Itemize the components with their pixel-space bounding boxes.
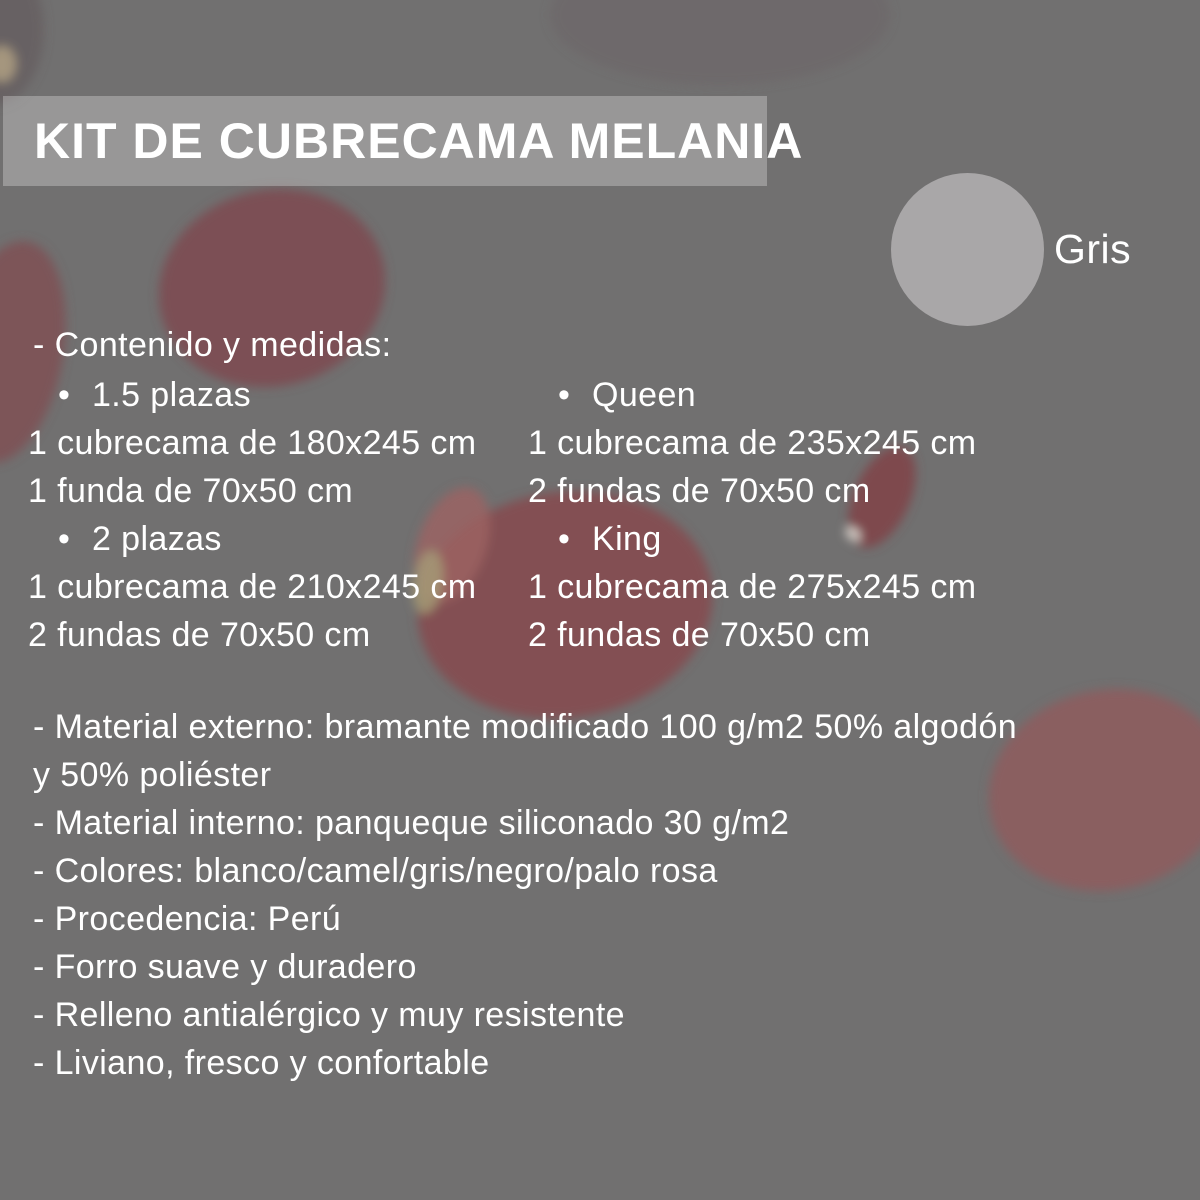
- size-label: 1.5 plazas: [92, 376, 251, 414]
- bullet-icon: •: [558, 520, 571, 558]
- detail-line: - Material externo: bramante modificado 100 g/m2 50% algodón: [33, 708, 1018, 746]
- spec-line: 2 fundas de 70x50 cm: [528, 616, 871, 654]
- petal-shadow-top: [550, 0, 890, 85]
- spec-line: 2 fundas de 70x50 cm: [528, 472, 871, 510]
- size-option: [528, 515, 976, 563]
- spec-line: 2 fundas de 70x50 cm: [28, 616, 371, 654]
- bullet-icon: •: [558, 376, 571, 414]
- size-label: Queen: [592, 376, 697, 414]
- spec-line: 1 cubrecama de 235x245 cm: [528, 424, 977, 462]
- title-banner: [3, 96, 804, 186]
- color-swatch-circle: [891, 173, 1044, 326]
- spec-line: 1 cubrecama de 210x245 cm: [28, 568, 477, 606]
- sizes-column-right: [528, 371, 976, 659]
- detail-line: - Liviano, fresco y confortable: [33, 1044, 490, 1082]
- bullet-icon: •: [58, 520, 71, 558]
- sizes-column-left: [28, 371, 476, 659]
- detail-line: - Material interno: panqueque siliconado 30 g/m2: [33, 804, 790, 842]
- detail-line: - Colores: blanco/camel/gris/negro/palo rosa: [33, 852, 718, 890]
- spec-line: 1 funda de 70x50 cm: [28, 472, 354, 510]
- content-heading: - Contenido y medidas:: [33, 326, 392, 364]
- spec-line: 1 cubrecama de 180x245 cm: [28, 424, 477, 462]
- color-swatch-label: Gris: [1054, 226, 1132, 272]
- detail-line: y 50% poliéster: [33, 756, 272, 794]
- detail-line: - Forro suave y duradero: [33, 948, 417, 986]
- color-swatch: [891, 173, 1131, 326]
- detail-line: - Procedencia: Perú: [33, 900, 342, 938]
- size-label: King: [592, 520, 662, 558]
- product-title: KIT DE CUBRECAMA MELANIA: [34, 113, 804, 169]
- size-option: [28, 371, 476, 419]
- size-option: [28, 515, 476, 563]
- product-details: [33, 703, 1017, 1087]
- bullet-icon: •: [58, 376, 71, 414]
- detail-line: - Relleno antialérgico y muy resistente: [33, 996, 625, 1034]
- size-option: [528, 371, 976, 419]
- spec-line: 1 cubrecama de 275x245 cm: [528, 568, 977, 606]
- size-label: 2 plazas: [92, 520, 222, 558]
